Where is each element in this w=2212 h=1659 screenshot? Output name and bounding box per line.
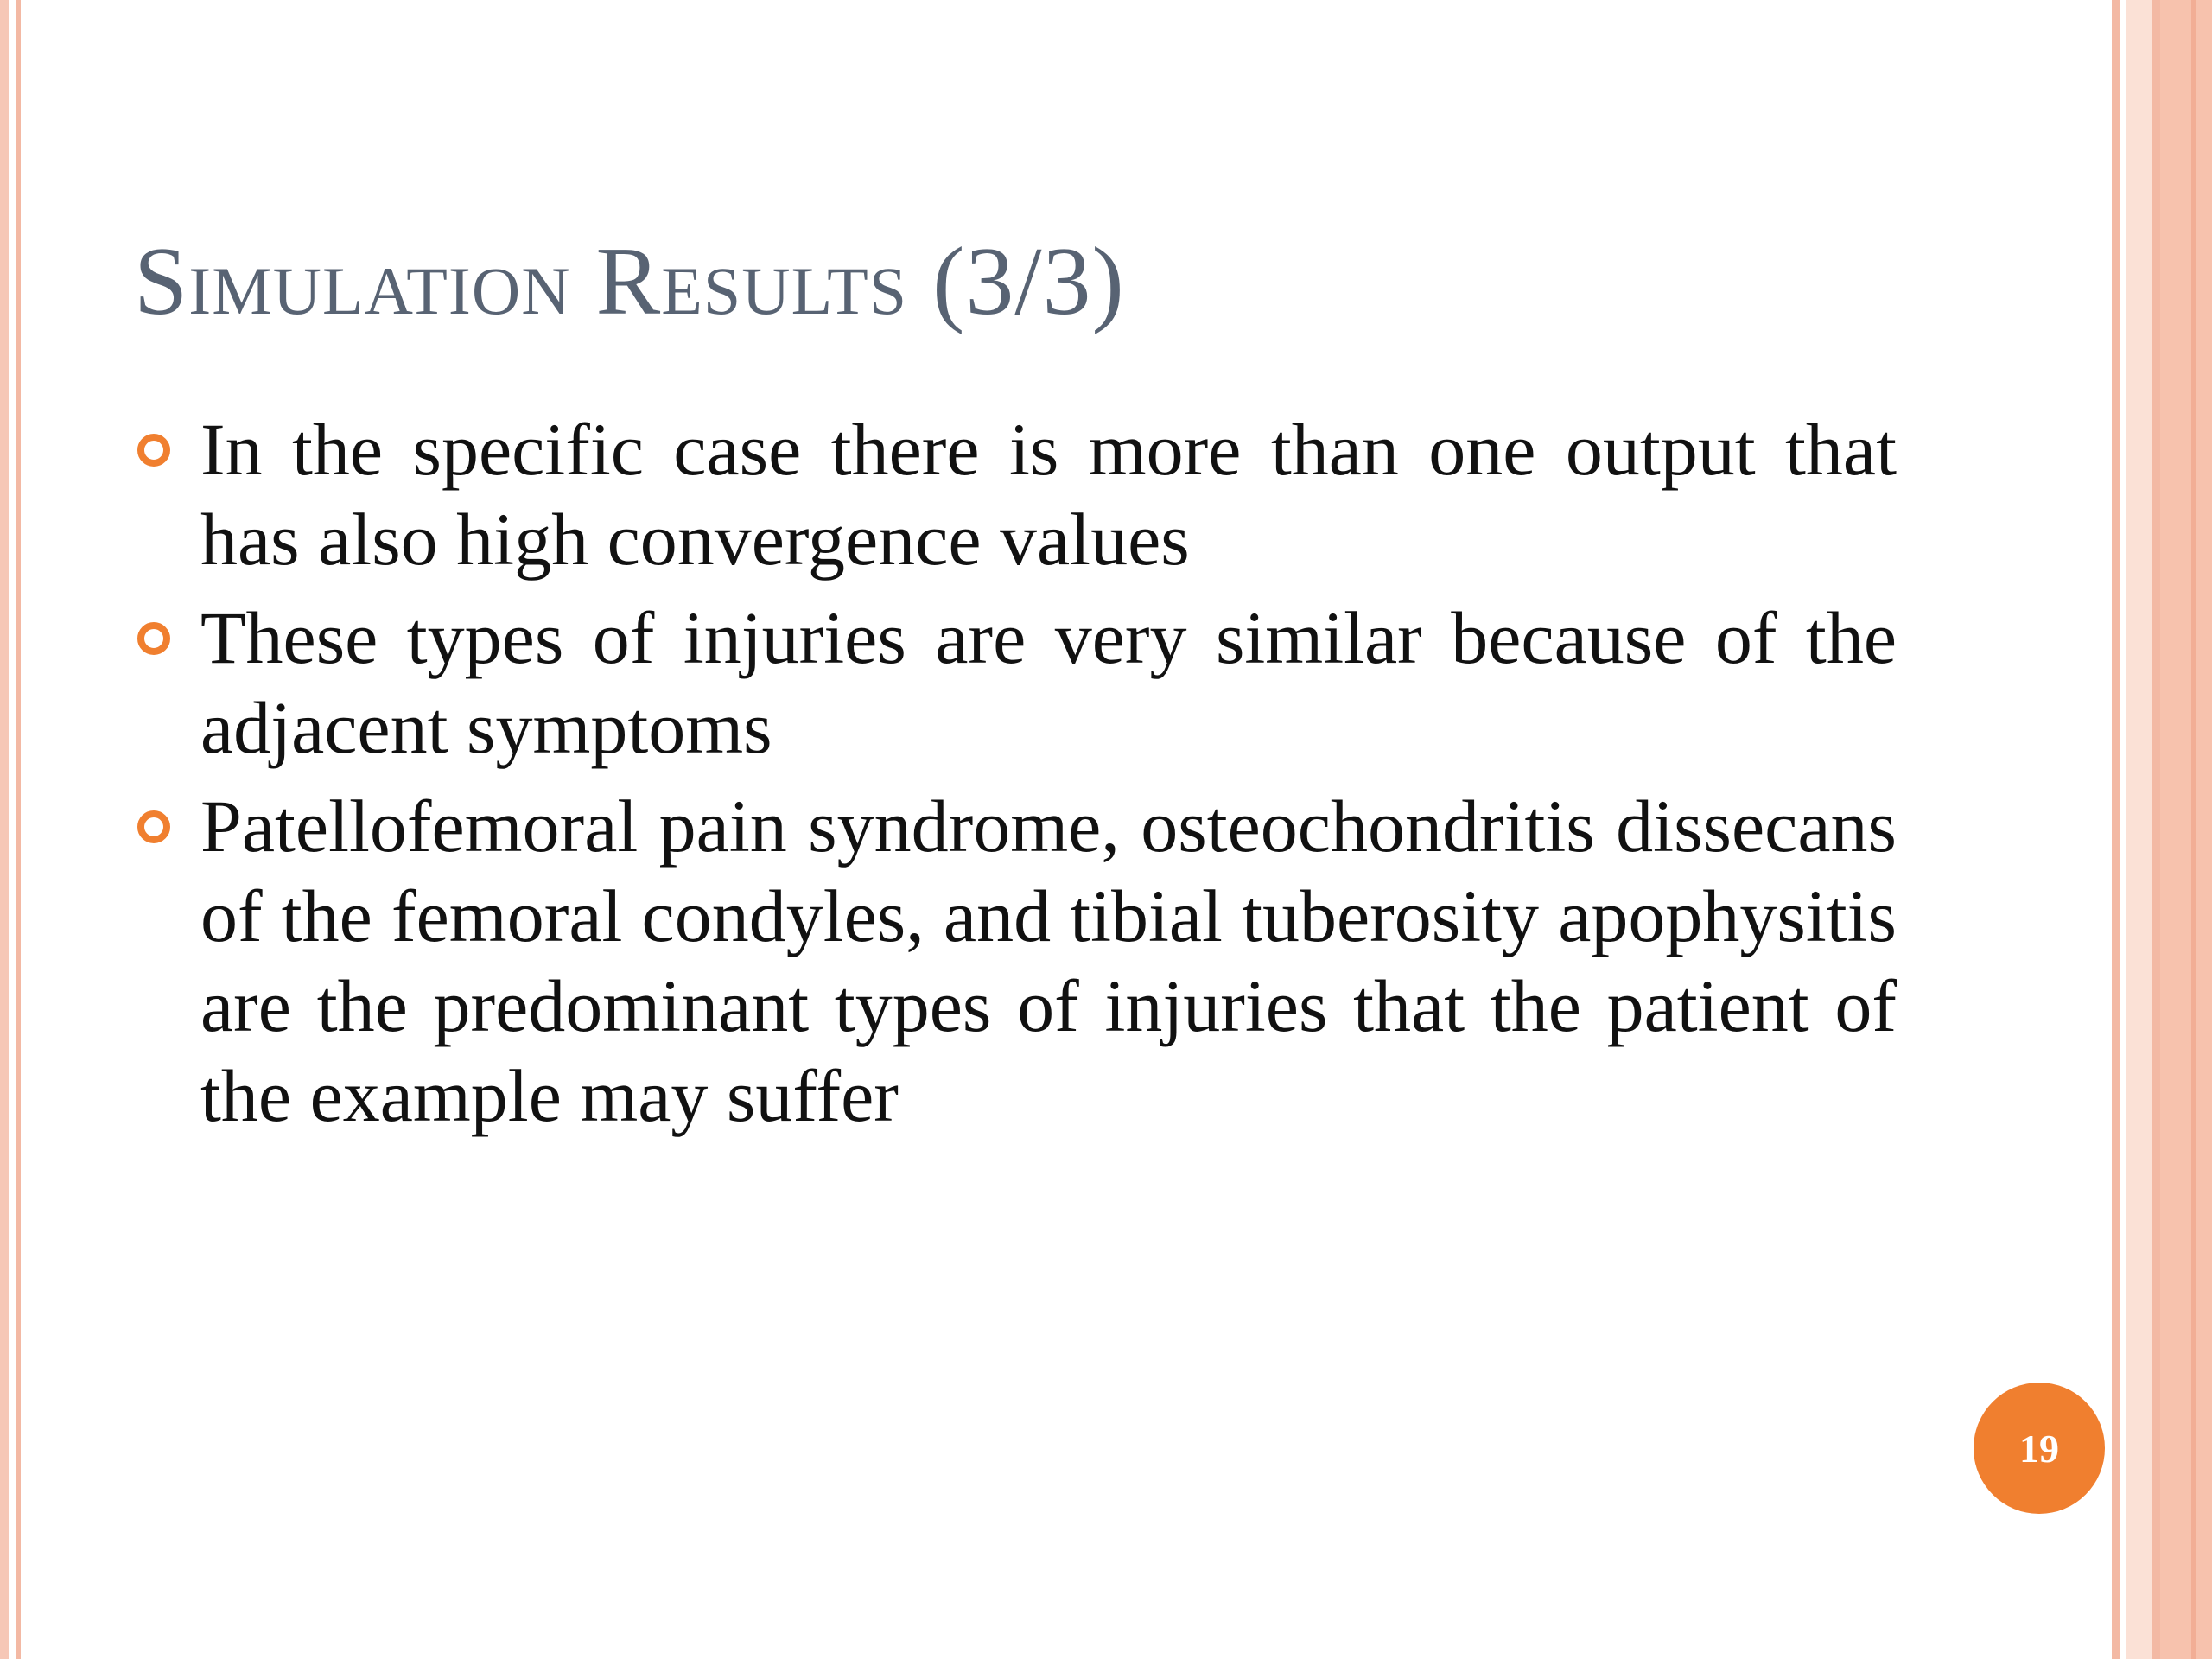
bullet-list — [134, 404, 1897, 1149]
bullet-item — [134, 593, 1897, 772]
bullet-item — [134, 781, 1897, 1141]
hollow-circle-icon — [137, 434, 170, 467]
page-number-badge: 19 — [1974, 1382, 2105, 1514]
left-border-decoration — [0, 0, 9, 1659]
bullet-text: These types of injuries are very similar because of the adjacent symptoms — [200, 596, 1897, 769]
bullet-item — [134, 404, 1897, 584]
left-border-line — [16, 0, 21, 1659]
right-border-stripe — [2112, 0, 2120, 1659]
right-border-stripe — [2126, 0, 2152, 1659]
right-border-stripe — [2152, 0, 2160, 1659]
hollow-circle-icon — [137, 622, 170, 655]
bullet-text: In the specific case there is more than one output that has also high convergence values — [200, 408, 1897, 581]
bullet-text: Patellofemoral pain syndrome, osteochondritis dissecans of the femoral condyles, and tibial tuberosity apophysitis are the predominant types of injuries that the patient of the example may suffer — [200, 785, 1897, 1137]
slide-title: Simulation Results (3/3) — [134, 228, 1125, 335]
hollow-circle-icon — [137, 810, 170, 843]
right-border-stripe — [2160, 0, 2212, 1659]
right-border-stripe — [2191, 0, 2196, 1659]
